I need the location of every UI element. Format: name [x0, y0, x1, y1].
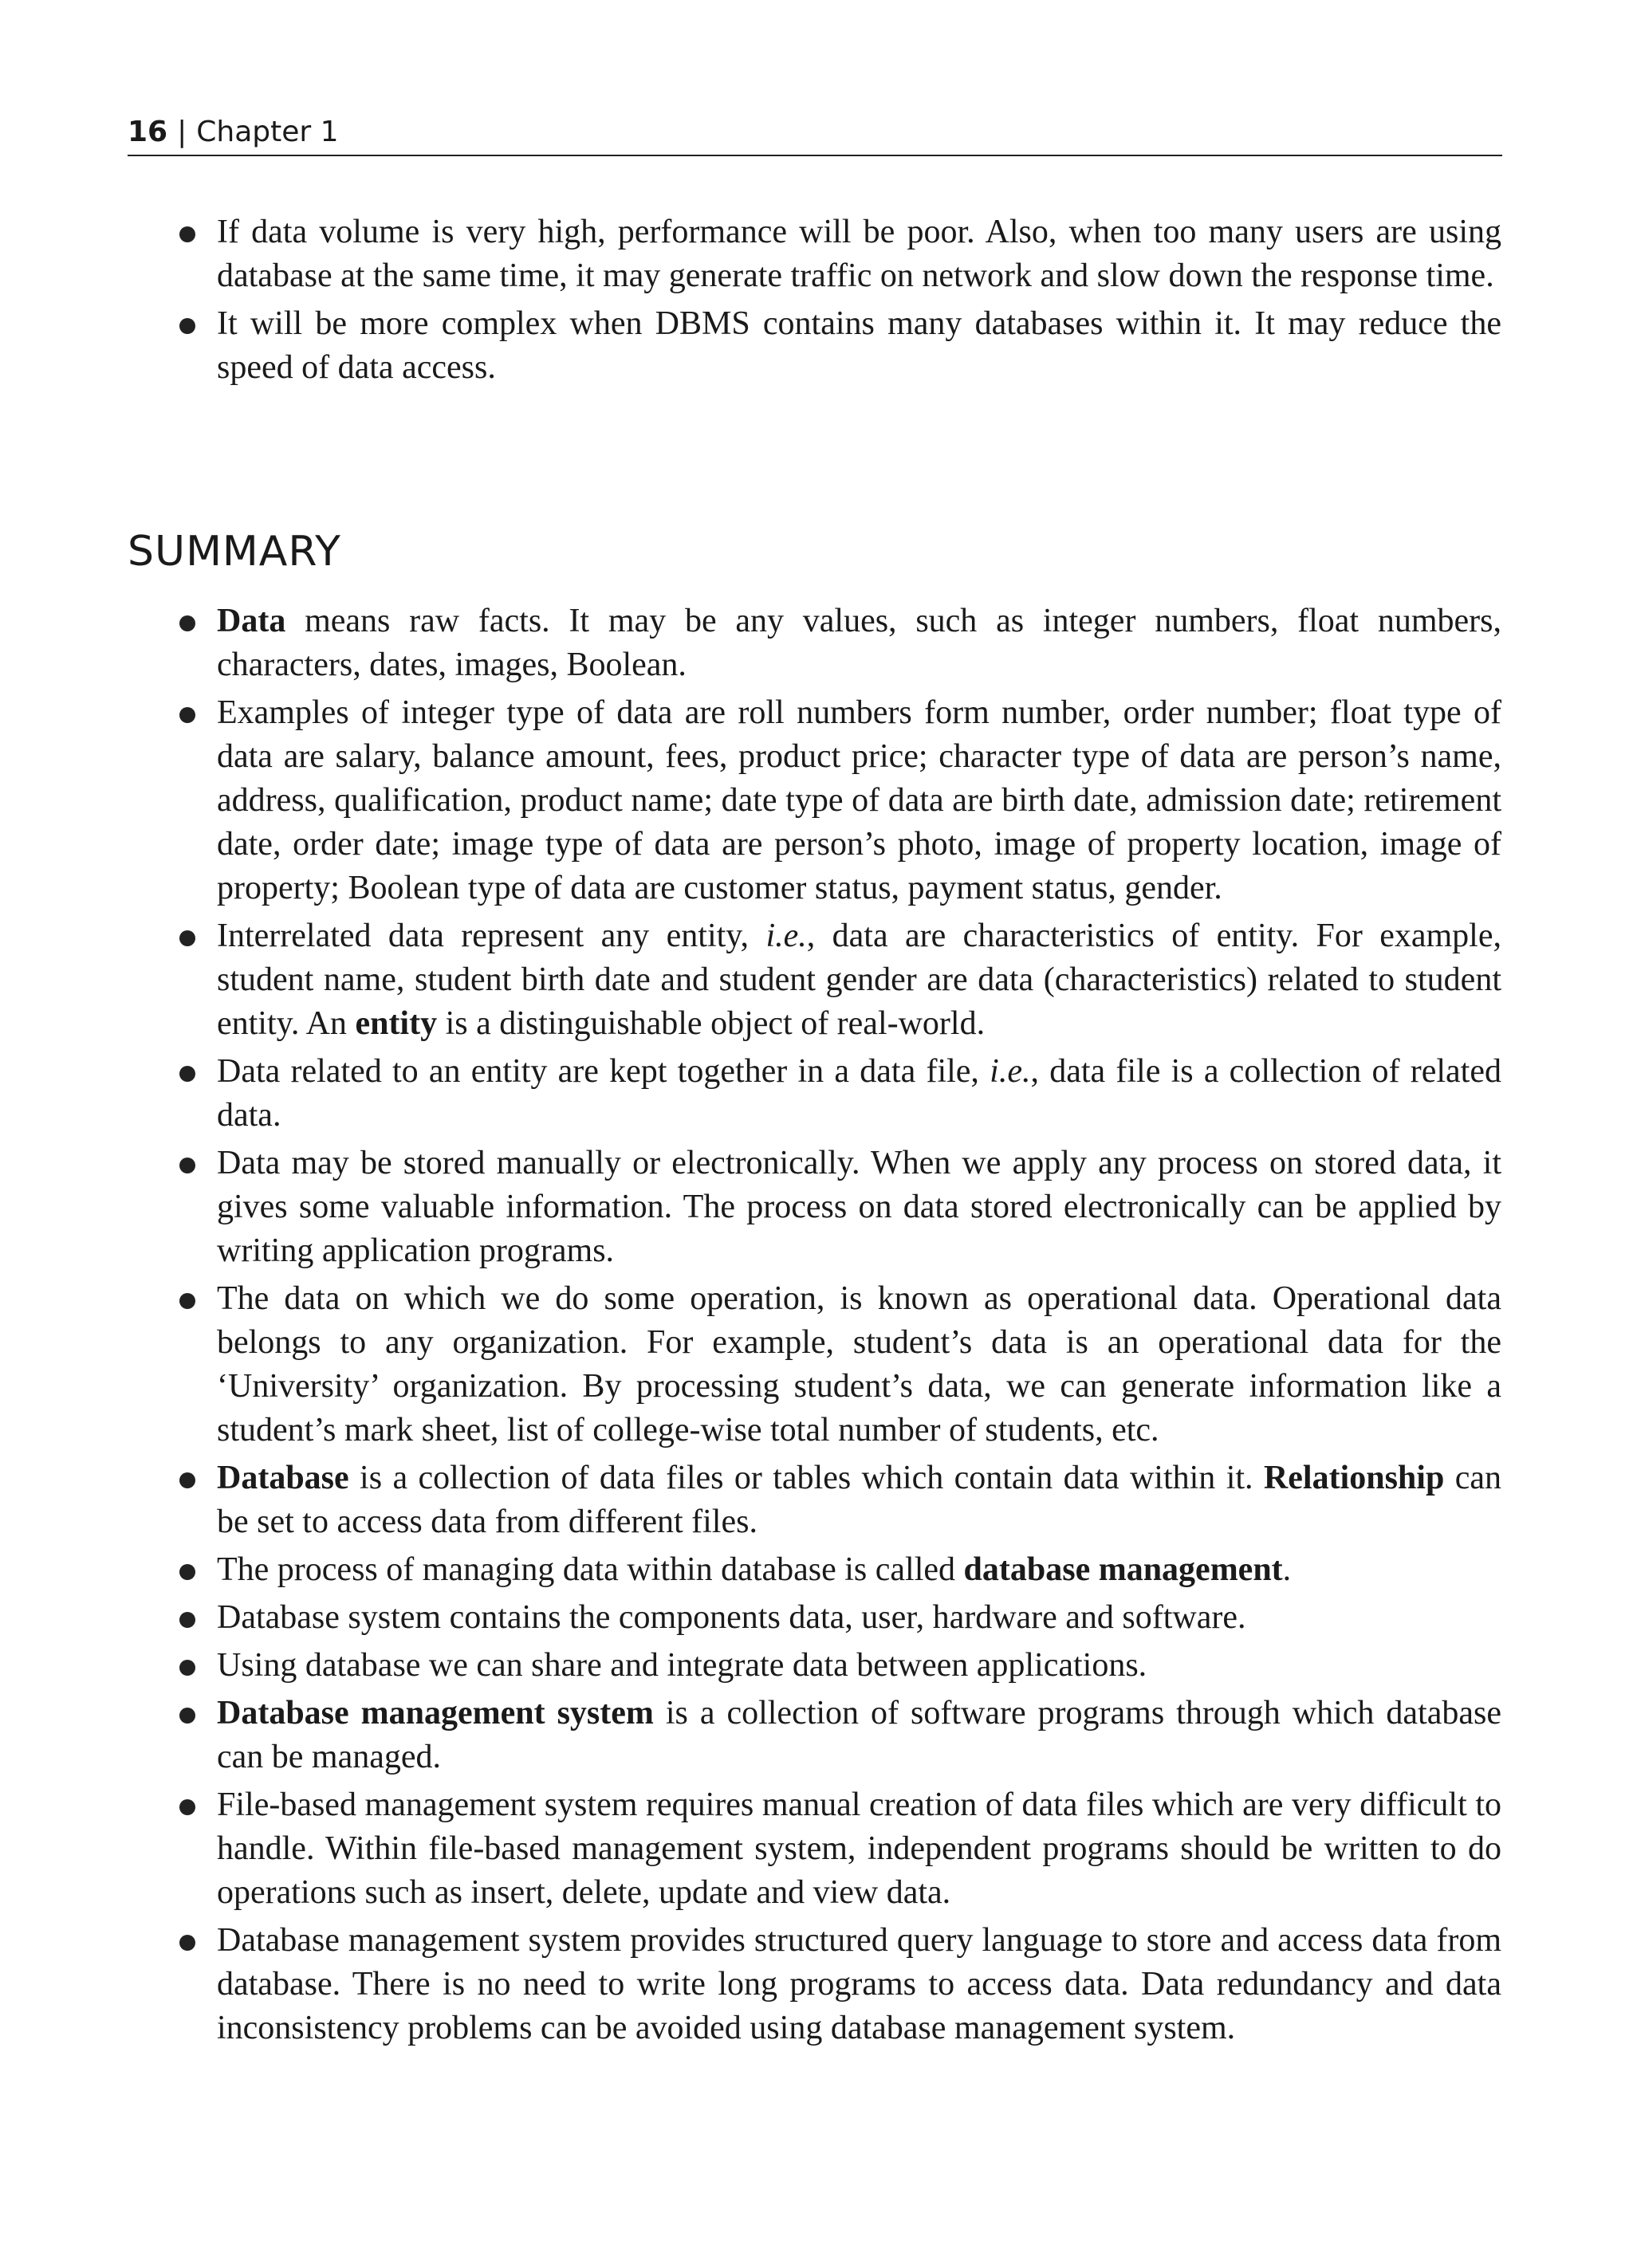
list-item: The process of managing data within database is called database management. [176, 1548, 1501, 1592]
list-item: Database management system is a collection of software programs through which database can be managed. [176, 1692, 1501, 1779]
header-separator: | [177, 116, 187, 148]
summary-heading: SUMMARY [128, 528, 341, 576]
list-item: Database system contains the components data, user, hardware and software. [176, 1596, 1501, 1640]
bold-term: Database [217, 1460, 349, 1496]
list-item: Examples of integer type of data are roll numbers form number, order number; float type of data are salary, balance amount, fees, product price; character type of data are person’s name, address, qualification, product name; date type of data are birth date, admission date; retirement date, order date; image type of data are person’s photo, image of property location, image of property; Boolean type of data are customer status, payment status, gender. [176, 691, 1501, 910]
bold-term: entity [355, 1005, 438, 1042]
page-number: 16 [128, 116, 168, 148]
bold-term: Relationship [1263, 1460, 1445, 1496]
list-item: Interrelated data represent any entity, i.e., data are characteristics of entity. For example, student name, student birth date and student gender are data (characteristics) related to student entity. An entity is a distinguishable object of real-world. [176, 914, 1501, 1046]
bold-term: Database management system [217, 1695, 654, 1731]
disadvantages-list [176, 210, 1501, 394]
bold-term: Data [217, 603, 286, 639]
list-item: Data may be stored manually or electronically. When we apply any process on stored data, it gives some valuable information. The process on data stored electronically can be applied by writing application programs. [176, 1142, 1501, 1273]
list-item: It will be more complex when DBMS contains many databases within it. It may reduce the speed of data access. [176, 302, 1501, 390]
list-item: Using database we can share and integrate data between applications. [176, 1644, 1501, 1688]
chapter-label: Chapter 1 [196, 116, 339, 148]
list-item: File-based management system requires manual creation of data files which are very difficult to handle. Within file-based management system, independent programs should be written to do operations such as insert, delete, update and view data. [176, 1783, 1501, 1915]
running-header [128, 115, 1502, 156]
list-item: Database management system provides structured query language to store and access data from database. There is no need to write long programs to access data. Data redundancy and data inconsistency problems can be avoided using database management system. [176, 1919, 1501, 2050]
summary-list [176, 599, 1501, 2054]
bold-term: database management [963, 1551, 1283, 1588]
list-item: Data means raw facts. It may be any values, such as integer numbers, float numbers, characters, dates, images, Boolean. [176, 599, 1501, 687]
list-item: The data on which we do some operation, is known as operational data. Operational data belongs to any organization. For example, student’s data is an operational data for the ‘University’ organization. By processing student’s data, we can generate information like a student’s mark sheet, list of college-wise total number of students, etc. [176, 1277, 1501, 1452]
list-item: Database is a collection of data files or tables which contain data within it. Relationship can be set to access data from different files. [176, 1456, 1501, 1544]
list-item: Data related to an entity are kept together in a data file, i.e., data file is a collection of related data. [176, 1050, 1501, 1138]
list-item: If data volume is very high, performance will be poor. Also, when too many users are using database at the same time, it may generate traffic on network and slow down the response time. [176, 210, 1501, 298]
